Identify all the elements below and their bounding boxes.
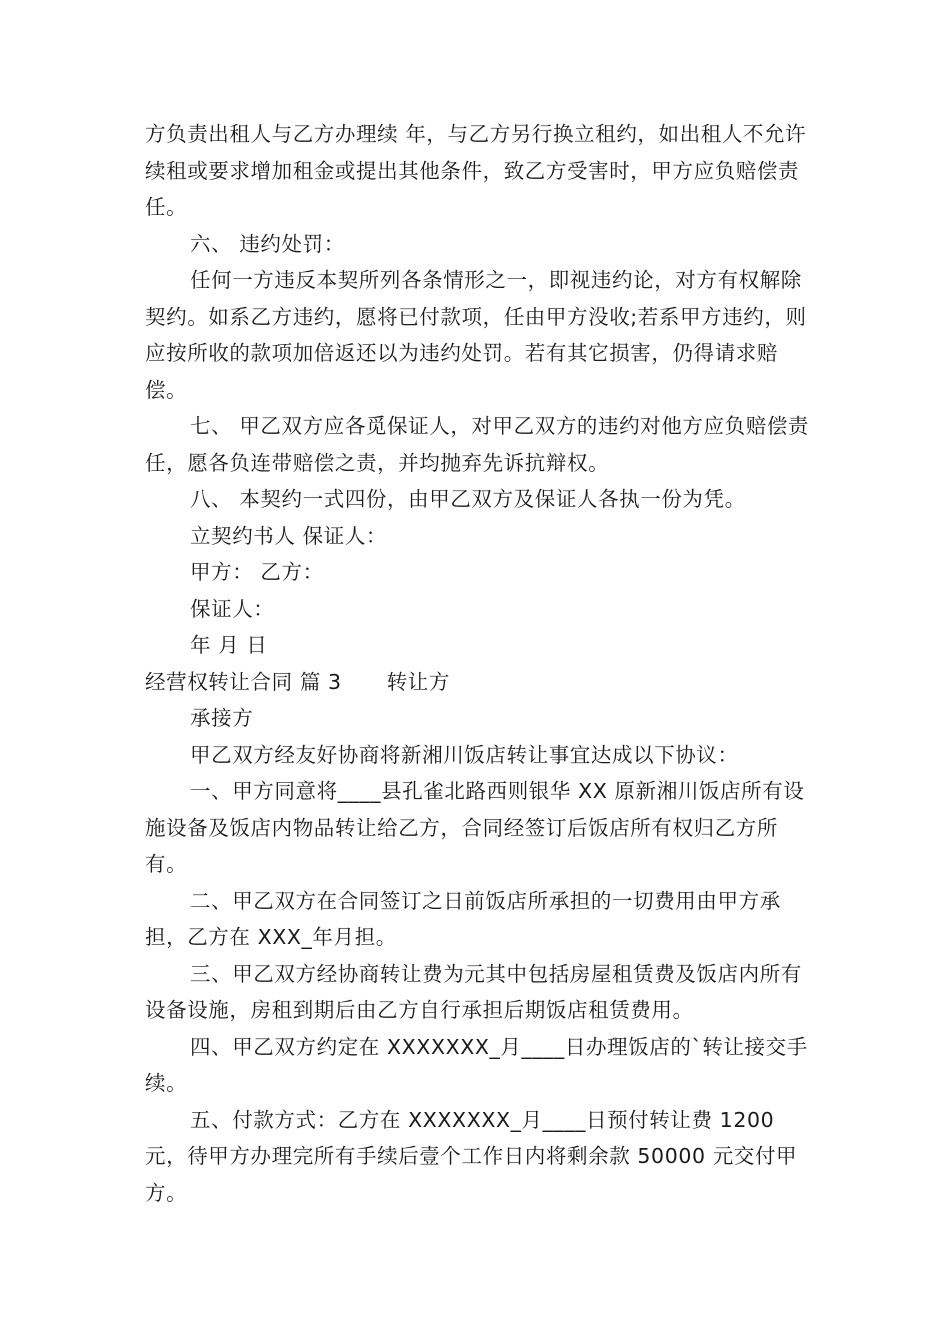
- paragraph: 二、甲乙双方在合同签订之日前饭店所承担的一切费用由甲方承担，乙方在 XXX_年月担。: [145, 888, 781, 949]
- paragraph: 一、甲方同意将____县孔雀北路西则银华 XX 原新湘川饭店所有设施设备及饭店内物品转让给乙方，合同经签订后饭店所有权归乙方所有。: [145, 779, 805, 876]
- paragraph: 保证人：: [190, 596, 275, 621]
- paragraph: 甲方： 乙方：: [190, 560, 324, 584]
- paragraph: 甲乙双方经友好协商将新湘川饭店转让事宜达成以下协议：: [190, 742, 739, 767]
- paragraph: 五、付款方式：乙方在 XXXXXXX_月____日预付转让费 1200 元，待甲方办理完所有手续后壹个工作日内将剩余款 50000 元交付甲方。: [145, 1107, 798, 1205]
- paragraph: 年 月 日: [190, 633, 268, 657]
- paragraph: 六、 违约处罚：: [190, 231, 345, 256]
- paragraph: 方负责出租人与乙方办理续 年，与乙方另行换立租约，如出租人不允许续租或要求增加租金或提出其他条件，致乙方受害时，甲方应负赔偿责任。: [145, 122, 807, 219]
- paragraph: 三、甲乙双方经协商转让费为元其中包括房屋租赁费及饭店内所有设备设施，房租到期后由乙方自行承担后期饭店租赁费用。: [145, 961, 802, 1022]
- paragraph: 四、甲乙双方约定在 XXXXXXX_月____日办理饭店的`转让接交手续。: [145, 1034, 808, 1095]
- paragraph: 承接方: [190, 706, 254, 730]
- paragraph: 七、 甲乙双方应各觅保证人，对甲乙双方的违约对他方应负赔偿责任，愿各负连带赔偿之责，并均抛弃先诉抗辩权。: [145, 414, 810, 475]
- document-body: [145, 116, 817, 1211]
- paragraph: 任何一方违反本契所列各条情形之一，即视违约论，对方有权解除契约。如系乙方违约，愿将已付款项，任由甲方没收;若系甲方违约，则应按所收的款项加倍返还以为违约处罚。若有其它损害，仍得请求赔偿。: [145, 268, 807, 402]
- paragraph: 立契约书人 保证人：: [190, 523, 388, 548]
- section-party: 转让方: [386, 669, 450, 694]
- paragraph: 八、 本契约一式四份，由甲乙双方及保证人各执一份为凭。: [190, 487, 746, 511]
- section-title: 经营权转让合同 篇 3: [145, 669, 342, 694]
- section-heading: [145, 664, 817, 701]
